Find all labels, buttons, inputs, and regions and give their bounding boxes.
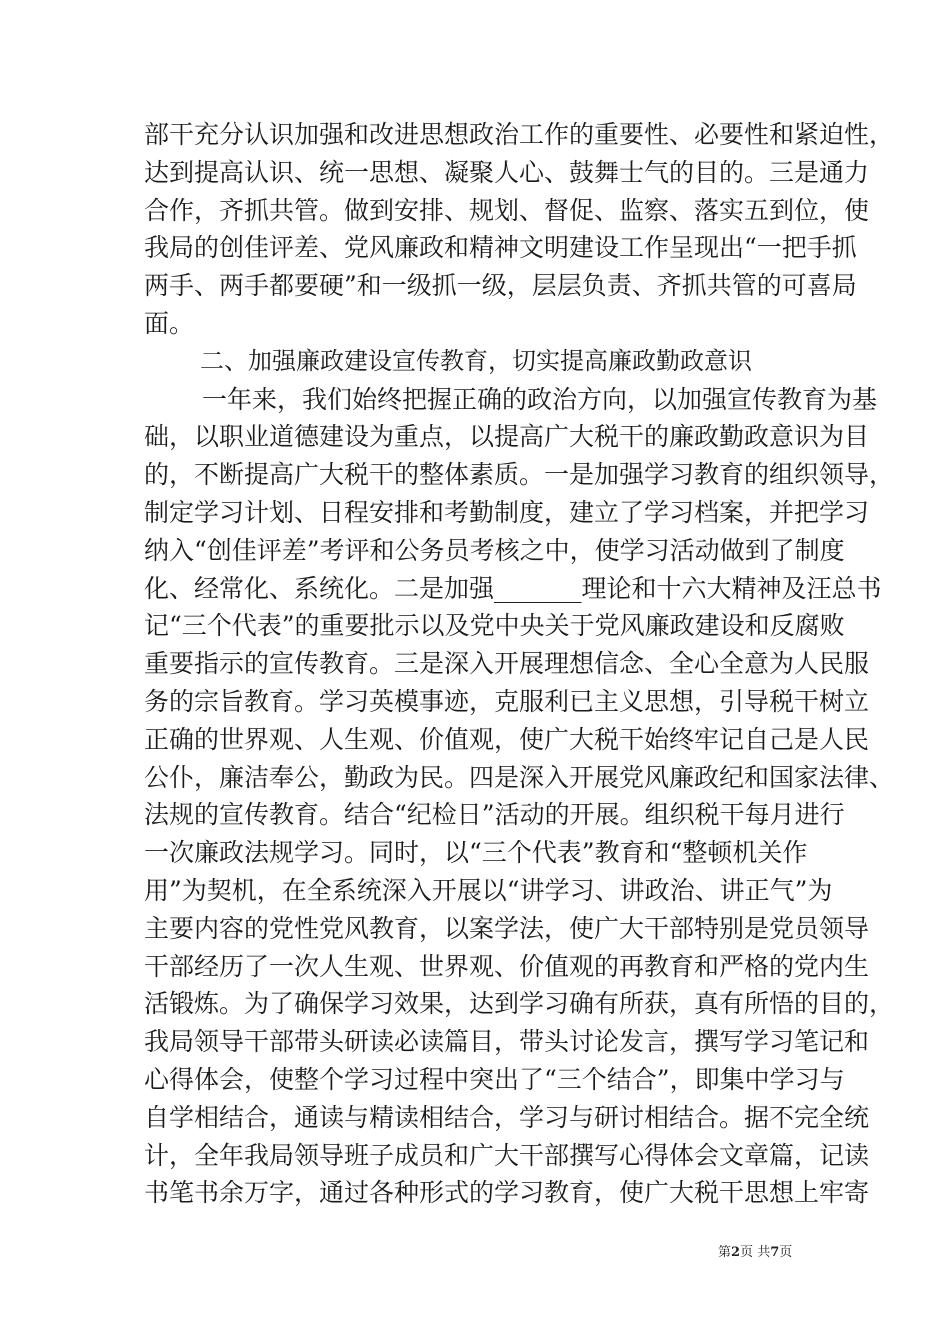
paragraph-line: 一次廉政法规学习。同时，以“三个代表”教育和“整顿机关作 (144, 838, 808, 868)
paragraph-line: 纳入“创佳评差”考评和公务员考核之中，使学习活动做到了制度 (144, 535, 845, 565)
paragraph-line: 记“三个代表”的重要批示以及党中央关于党风廉政建设和反腐败 (144, 611, 845, 641)
section-heading: 二、加强廉政建设宣传教育，切实提高廉政勤政意识 (200, 346, 752, 375)
paragraph-line: 我局的创佳评差、党风廉政和精神文明建设工作呈现出“一把手抓 (144, 233, 857, 263)
paragraph-line: 主要内容的党性党风教育，以案学法，使广大干部特别是党员领导 (144, 913, 870, 943)
page-number-middle: 页 共 (740, 1245, 771, 1260)
paragraph-line: 干部经历了一次人生观、世界观、价值观的再教育和严格的党内生 (144, 951, 870, 981)
paragraph-line: 务的宗旨教育。学习英模事迹，克服利已主义思想，引导税干树立 (144, 686, 870, 716)
paragraph-line: 制定学习计划、日程安排和考勤制度，建立了学习档案，并把学习 (144, 497, 870, 527)
paragraph-line: 法规的宣传教育。结合“纪检日”活动的开展。组织税干每月进行 (144, 800, 845, 830)
paragraph-line: 达到提高认识、统一思想、凝聚人心、鼓舞士气的目的。三是通力 (144, 157, 870, 187)
paragraph-line: 书笔书余万字，通过各种形式的学习教育，使广大税干思想上牢寄 (144, 1178, 870, 1208)
paragraph-line: 公仆，廉洁奉公，勤政为民。四是深入开展党风廉政纪和国家法律、 (144, 762, 895, 792)
paragraph-line: 活锻炼。为了确保学习效果，达到学习确有所获，真有所悟的目的， (144, 989, 895, 1019)
paragraph-line: 自学相结合，通读与精读相结合，学习与研讨相结合。据不完全统 (144, 1102, 870, 1132)
paragraph-line: 的，不断提高广大税干的整体素质。一是加强学习教育的组织领导， (144, 460, 895, 490)
page-number (718, 1241, 792, 1260)
paragraph-line: 重要指示的宣传教育。三是深入开展理想信念、全心全意为人民服 (144, 649, 870, 679)
document-body (144, 116, 895, 1212)
paragraph-line: 面。 (144, 308, 195, 338)
paragraph-line: 一年来，我们始终把握正确的政治方向，以加强宣传教育为基 (202, 384, 878, 414)
current-page: 2 (731, 1245, 741, 1260)
paragraph-line: 两手、两手都要硬”和一级抓一级，层层负责、齐抓共管的可喜局 (144, 271, 857, 301)
paragraph-line: 础，以职业道德建设为重点，以提高广大税干的廉政勤政意识为目 (144, 422, 870, 452)
paragraph-line: 合作，齐抓共管。做到安排、规划、督促、监察、落实五到位，使 (144, 195, 870, 225)
paragraph-line: 正确的世界观、人生观、价值观，使广大税干始终牢记自己是人民 (144, 724, 870, 754)
page-number-prefix: 第 (718, 1245, 732, 1260)
paragraph-line: 化、经常化、系统化。二是加强_______理论和十六大精神及汪总书 (144, 573, 882, 603)
page-number-suffix: 页 (779, 1245, 793, 1260)
paragraph-line: 部干充分认识加强和改进思想政治工作的重要性、必要性和紧迫性， (144, 120, 895, 149)
paragraph-line: 心得体会，使整个学习过程中突出了“三个结合”，即集中学习与 (144, 1064, 845, 1094)
total-pages: 7 (770, 1245, 780, 1260)
paragraph-line: 我局领导干部带头研读必读篇目，带头讨论发言，撰写学习笔记和 (144, 1027, 870, 1057)
paragraph-line: 计，全年我局领导班子成员和广大干部撰写心得体会文章篇，记读 (144, 1140, 870, 1170)
paragraph-line: 用”为契机，在全系统深入开展以“讲学习、讲政治、讲正气”为 (144, 875, 833, 905)
